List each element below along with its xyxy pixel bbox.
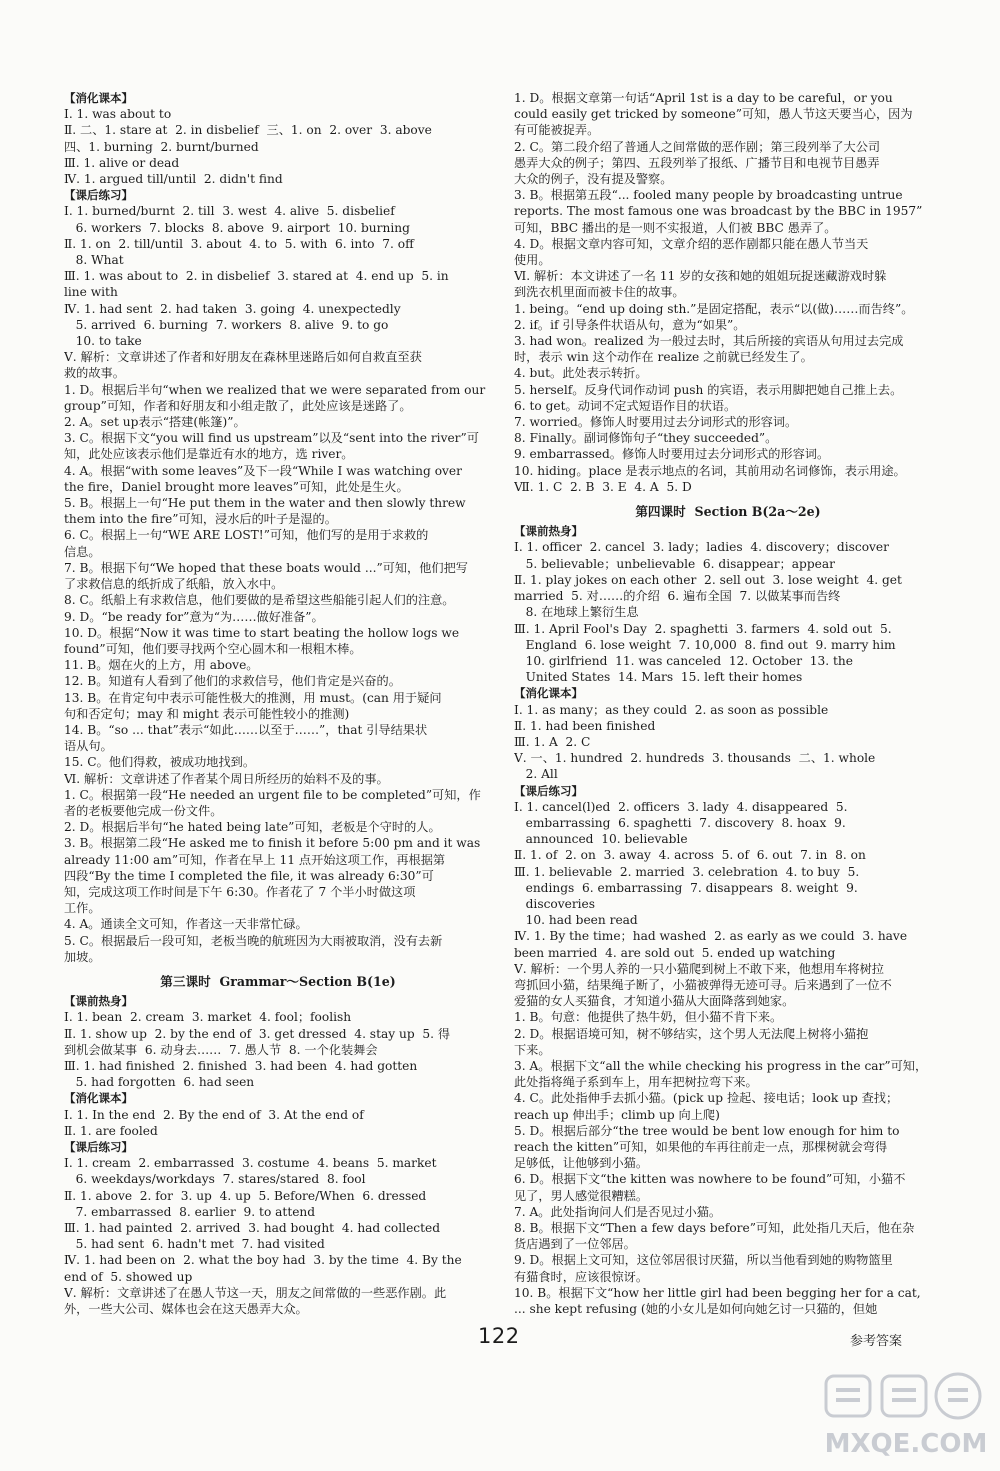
answer-line: 6. C。根据上一句“WE ARE LOST!”可知，他们写的是用于求救的 <box>64 528 429 543</box>
answer-line: Ⅱ. 1. of 2. on 3. away 4. across 5. of 6. out 7. in 8. on <box>514 848 866 863</box>
answer-line: 14. B。“so ... that”表示“如此……以至于……”，that 引导结果状 <box>64 722 428 737</box>
answer-line: reach up 伸出手；climb up 向上爬) <box>514 1107 720 1122</box>
answer-line: 加坡。 <box>64 949 101 964</box>
answer-line: 9. D。“be ready for”意为“为……做好准备”。 <box>64 609 324 624</box>
answer-line: 四、1. burning 2. burnt/burned <box>64 139 259 154</box>
answer-line: 足够低，让他够到小猫。 <box>514 1156 649 1171</box>
answer-line: Ⅵ. 解析：文章讲述了作者某个周日所经历的始料不及的事。 <box>64 771 389 786</box>
answer-line: 7. A。此处指询问人们是否见过小猫。 <box>514 1204 722 1219</box>
answer-line: Ⅲ. 1. had finished 2. finished 3. had been 4. had gotten <box>64 1058 418 1073</box>
answer-line: 10. B。根据下文“how her little girl had been begging her for a cat, <box>514 1285 921 1300</box>
page-section-label: 参考答案 <box>850 1334 903 1349</box>
answer-line: Ⅵ. 解析：本文讲述了一名 11 岁的女孩和她的姐姐玩捉迷藏游戏时躲 <box>514 269 887 284</box>
answer-line: Ⅰ. 1. as many；as they could 2. as soon as possible <box>514 702 829 717</box>
answer-line: 2. D。根据后半句“he hated being late”可知，老板是个守时的人。 <box>64 820 441 835</box>
answer-line: 者的老板要他完成一份文件。 <box>64 803 223 818</box>
watermark-url: MXQE.COM <box>824 1429 988 1459</box>
answer-line: 见了，男人感觉很糟糕。 <box>514 1188 649 1203</box>
answer-column-left <box>64 90 492 1317</box>
answer-line: 四段“By the time I completed the file, it was already 6:30”可 <box>64 868 434 883</box>
answer-line: 知，完成这项工作时间是下午 6:30。作者花了 7 个半小时做这项 <box>64 884 416 899</box>
answer-line: 愚弄大众的例子；第四、五段列举了报纸、广播节目和电视节目愚弄 <box>514 155 880 170</box>
section-title: 第四课时 Section B(2a～2e) <box>635 504 821 520</box>
answer-line: 2. A。set up表示“搭建(帐篷)”。 <box>64 415 246 430</box>
block-heading: 【课前热身】 <box>64 994 133 1009</box>
answer-line: 4. A。通读全文可知，作者这一天非常忙碌。 <box>64 917 308 932</box>
page-number: 122 <box>478 1324 520 1348</box>
answer-line: 10. to take <box>64 334 142 349</box>
answer-line: Ⅱ. 1. play jokes on each other 2. sell out 3. lose weight 4. get <box>514 572 902 587</box>
answer-line: 货店遇到了一位邻居。 <box>514 1237 636 1252</box>
answer-line: Ⅳ. 1. had sent 2. had taken 3. going 4. unexpectedly <box>64 301 401 316</box>
block-heading: 【课后练习】 <box>64 1140 133 1154</box>
block-heading: 【课后练习】 <box>64 188 133 203</box>
answer-line: the fire，Daniel brought more leaves”可知，此处是生火。 <box>64 479 409 494</box>
answer-line: 1. C。根据第一段“He needed an urgent file to be completed”可知，作 <box>64 787 481 802</box>
block-heading: 【课前热身】 <box>514 524 583 539</box>
answer-line: 3. B。根据第二段“He asked me to finish it before 5:00 pm and it was <box>64 836 481 851</box>
answer-line: 10. hiding。place 是表示地点的名词，其前用动名词修饰，表示用途。 <box>514 463 906 478</box>
answer-line: 到机会做某事 6. 动身去…… 7. 愚人节 8. 一个化装舞会 <box>64 1042 378 1057</box>
answer-column-right <box>514 90 942 1317</box>
section-title: 第三课时 Grammar～Section B(1e) <box>160 973 396 989</box>
answer-line: group”可知，作者和好朋友和小组走散了，此处应该是迷路了。 <box>64 398 412 413</box>
answer-line: 9. embarrassed。修饰人时要用过去分词形式的形容词。 <box>514 447 830 462</box>
answer-line: Ⅴ. 解析：文章讲述了在愚人节这一天，朋友之间常做的一些恶作剧。此 <box>64 1285 447 1300</box>
answer-line: 12. B。知道有人看到了他们的求救信号，他们肯定是兴奋的。 <box>64 674 401 689</box>
answer-line: ... she kept refusing (她的小女儿是如何向她乞讨一只猫的，但她 <box>514 1302 878 1317</box>
answer-line: Ⅲ. 1. had painted 2. arrived 3. had bought 4. had collected <box>64 1221 441 1236</box>
answer-line: Ⅳ. 1. argued till/until 2. didn't find <box>64 172 283 187</box>
answer-line: Ⅰ. 1. cream 2. embarrassed 3. costume 4. beans 5. market <box>64 1156 437 1171</box>
watermark-logo <box>820 1370 992 1462</box>
answer-line: 8. What <box>64 253 124 268</box>
answer-line: 爱猫的女人买猫食，才知道小猫从大面降落到她家。 <box>514 994 795 1009</box>
answer-line: 10. D。根据“Now it was time to start beating the hollow logs we <box>64 625 460 640</box>
answer-line: 1. B。句意：他提供了热牛奶，但小猫不肯下来。 <box>514 1010 783 1025</box>
answer-line: Ⅲ. 1. believable 2. married 3. celebration 4. to buy 5. <box>514 864 860 879</box>
answer-line: 弯抓回小猫，结果绳子断了，小猫被弹得无迹可寻。后来遇到了一位不 <box>514 977 892 992</box>
answer-line: 8. C。纸船上有求救信息，他们要做的是希望这些船能引起人们的注意。 <box>64 593 455 608</box>
answer-line: 7. embarrassed 8. earlier 9. to attend <box>64 1204 316 1219</box>
answer-line: 5. B。根据上一句“He put them in the water and then slowly threw <box>64 496 466 511</box>
answer-line: Ⅱ. 1. had been finished <box>514 718 656 733</box>
answer-line: Ⅰ. 1. In the end 2. By the end of 3. At the end of <box>64 1107 364 1122</box>
answer-line: Ⅱ. 1. are fooled <box>64 1123 158 1138</box>
spacer <box>514 495 942 501</box>
answer-line: 5. had forgotten 6. had seen <box>64 1075 255 1090</box>
answer-line: 此处指将绳子系到车上，用车把树拉弯下来。 <box>514 1075 758 1090</box>
answer-line: 6. to get。动词不定式短语作目的状语。 <box>514 398 737 413</box>
answer-line: 13. B。在肯定句中表示可能性极大的推测，用 must。(can 用于疑问 <box>64 690 442 705</box>
answer-line: 语从句。 <box>64 739 113 754</box>
answer-line: 4. but。此处表示转折。 <box>514 366 648 381</box>
answer-line: 知，此处应该表示他们是靠近有水的地方，选 river。 <box>64 447 354 462</box>
answer-line: 6. workers 7. blocks 8. above 9. airport 10. burning <box>64 220 410 235</box>
block-heading: 【消化课本】 <box>64 1091 133 1106</box>
answer-line: Ⅲ. 1. was about to 2. in disbelief 3. stared at 4. end up 5. in <box>64 269 449 284</box>
answer-line: 1. being。“end up doing sth.”是固定搭配，表示“以(做)……而告终”。 <box>514 301 914 316</box>
answer-line: 5. C。根据最后一段可知，老板当晚的航班因为大雨被取消，没有去新 <box>64 933 443 948</box>
answer-line: Ⅴ. 解析：文章讲述了作者和好朋友在森林里迷路后如何自救直至获 <box>64 350 422 365</box>
answer-line: 2. if。if 引导条件状语从句，意为“如果”。 <box>514 317 746 332</box>
answer-line: 句和否定句；may 和 might 表示可能性较小的推测) <box>64 706 350 721</box>
answer-line: 有可能被捉弄。 <box>514 123 600 138</box>
answer-line: 11. B。烟在火的上方，用 above。 <box>64 658 259 673</box>
answer-line: Ⅰ. 1. was about to <box>64 107 172 122</box>
answer-line: Ⅶ. 1. C 2. B 3. E 4. A 5. D <box>514 479 692 494</box>
answer-line: Ⅰ. 1. bean 2. cream 3. market 4. fool；foolish <box>64 1010 352 1025</box>
answer-line: Ⅰ. 1. burned/burnt 2. till 3. west 4. alive 5. disbelief <box>64 204 395 219</box>
block-heading: 【消化课本】 <box>64 91 133 105</box>
answer-line: 2. C。第二段介绍了普通人之间常做的恶作剧；第三段列举了大公司 <box>514 139 881 154</box>
answer-line: 8. Finally。副词修饰句子“they succeeded”。 <box>514 431 778 446</box>
answer-line: 10. girlfriend 11. was canceled 12. October 13. the <box>514 653 853 668</box>
answer-line: 8. 在地球上繁衍生息 <box>514 605 639 620</box>
answer-line: 4. D。根据文章内容可知，文章介绍的恶作剧都只能在愚人节当天 <box>514 236 869 251</box>
answer-line: 6. D。根据下文“the kitten was nowhere to be found”可知，小猫不 <box>514 1172 906 1187</box>
answer-line: 3. C。根据下文“you will find us upstream”以及“sent into the river”可 <box>64 431 479 446</box>
answer-line: Ⅱ. 1. on 2. till/until 3. about 4. to 5. with 6. into 7. off <box>64 236 414 251</box>
answer-line: England 6. lose weight 7. 10,000 8. find out 9. marry him <box>514 637 896 652</box>
answer-line: 信息。 <box>64 544 101 559</box>
answer-line: 5. arrived 6. burning 7. workers 8. alive 9. to go <box>64 317 389 332</box>
answer-line: 9. D。根据上文可知，这位邻居很讨厌猫，所以当他看到她的购物篮里 <box>514 1253 893 1268</box>
answer-line: Ⅳ. 1. By the time；had washed 2. as early as we could 3. have <box>514 929 908 944</box>
answer-line: 8. B。根据下文“Then a few days before”可知，此处指几天后，他在杂 <box>514 1221 915 1236</box>
answer-line: 2. D。根据语境可知，树不够结实，这个男人无法爬上树将小猫抱 <box>514 1026 869 1041</box>
answer-line: 3. B。根据第五段“... fooled many people by broadcasting untrue <box>514 188 903 203</box>
answer-line: 15. C。他们得救，被成功地找到。 <box>64 755 256 770</box>
answer-line: announced 10. believable <box>514 832 688 847</box>
answer-line: them into the fire”可知，浸水后的叶子是湿的。 <box>64 512 337 527</box>
answer-line: line with <box>64 285 118 300</box>
answer-line: found”可知，他们要寻找两个空心圆木和一根粗木棒。 <box>64 641 362 656</box>
answer-line: 5. had sent 6. hadn't met 7. had visited <box>64 1237 325 1252</box>
answer-line: 了求救信息的纸折成了纸船，放入水中。 <box>64 577 284 592</box>
answer-line: 4. C。此处指伸手去抓小猫。(pick up 捡起、接电话；look up 查找； <box>514 1091 899 1106</box>
answer-line: 4. A。根据“with some leaves”及下一段“While I was watching over <box>64 463 462 478</box>
answer-line: 外，一些大公司、媒体也会在这天愚弄大众。 <box>64 1302 308 1317</box>
answer-line: reports. The most famous one was broadcast by the BBC in 1957” <box>514 204 923 219</box>
block-heading: 【课后练习】 <box>514 783 583 798</box>
answer-line: embarrassing 6. spaghetti 7. discovery 8. hoax 9. <box>514 815 846 830</box>
answer-line: 3. A。根据下文“all the while checking his progress in the car”可知， <box>514 1058 928 1073</box>
answer-line: 3. had won。realized 为一般过去时，其后所接的宾语从句用过去完成 <box>514 334 904 349</box>
answer-line: 5. D。根据后部分“the tree would be bent low enough for him to <box>514 1123 900 1138</box>
spacer <box>64 965 492 971</box>
answer-line: could easily get tricked by someone”可知，愚人节这天要当心，因为 <box>514 107 913 122</box>
answer-line: 工作。 <box>64 901 101 916</box>
answer-line: already 11:00 am”可知，作者在早上 11 点开始这项工作，再根据第 <box>64 852 446 867</box>
answer-line: end of 5. showed up <box>64 1269 193 1284</box>
block-heading: 【消化课本】 <box>514 686 583 701</box>
answer-line: 2. All <box>514 767 558 782</box>
answer-line: 7. B。根据下句“We hoped that these boats would ...”可知，他们把写 <box>64 560 468 575</box>
answer-line: 10. had been read <box>514 913 638 928</box>
answer-line: married 5. 对……的介绍 6. 遍布全国 7. 以做某事而告终 <box>514 589 841 604</box>
answer-line: endings 6. embarrassing 7. disappears 8. weight 9. <box>514 880 858 895</box>
answer-line: 下来。 <box>514 1042 551 1057</box>
answer-line: 到洗衣机里面而被卡住的故事。 <box>514 285 685 300</box>
answer-line: Ⅲ. 1. April Fool's Day 2. spaghetti 3. farmers 4. sold out 5. <box>514 621 892 636</box>
answer-line: Ⅴ. 一、1. hundred 2. hundreds 3. thousands 二、1. whole <box>514 751 876 766</box>
answer-line: Ⅲ. 1. A 2. C <box>514 734 591 749</box>
answer-line: 使用。 <box>514 253 551 268</box>
answer-line: been married 4. are sold out 5. ended up watching <box>514 945 836 960</box>
answer-line: 5. herself。反身代词作动词 push 的宾语，表示用脚把她自己推上去。 <box>514 382 903 397</box>
answer-line: 大众的例子，没有提及警察。 <box>514 172 673 187</box>
answer-line: Ⅲ. 1. alive or dead <box>64 155 180 170</box>
answer-line: reach the kitten”可知，如果他的车再往前走一点，那棵树就会弯得 <box>514 1140 888 1154</box>
answer-line: Ⅳ. 1. had been on 2. what the boy had 3. by the time 4. By the <box>64 1253 462 1268</box>
answer-line: 救的故事。 <box>64 366 125 381</box>
answer-line: Ⅱ. 1. show up 2. by the end of 3. get dressed 4. stay up 5. 得 <box>64 1026 451 1041</box>
answer-line: 7. worried。修饰人时要用过去分词形式的形容词。 <box>514 415 798 430</box>
answer-line: United States 14. Mars 15. left their homes <box>514 670 803 685</box>
answer-line: 时，表示 win 这个动作在 realize 之前就已经发生了。 <box>514 350 813 365</box>
answer-line: 可知，BBC 播出的是一则不实报道，人们被 BBC 愚弄了。 <box>514 220 837 235</box>
answer-line: 1. D。根据后半句“when we realized that we were separated from our <box>64 382 486 397</box>
answer-line: Ⅱ. 二、1. stare at 2. in disbelief 三、1. on 2. over 3. above <box>64 123 432 138</box>
answer-line: Ⅰ. 1. officer 2. cancel 3. lady；ladies 4. discovery；discover <box>514 540 889 555</box>
answer-line: Ⅱ. 1. above 2. for 3. up 4. up 5. Before/When 6. dressed <box>64 1188 427 1203</box>
answer-line: Ⅴ. 解析：一个男人养的一只小猫爬到树上不敢下来，他想用车将树拉 <box>514 961 884 976</box>
answer-line: 5. believable；unbelievable 6. disappear；appear <box>514 556 835 571</box>
answer-line: Ⅰ. 1. cancel(l)ed 2. officers 3. lady 4. disappeared 5. <box>514 799 848 814</box>
answer-line: 1. D。根据文章第一句话“April 1st is a day to be careful，or you <box>514 91 893 105</box>
answer-line: 6. weekdays/workdays 7. stares/stared 8. fool <box>64 1172 366 1187</box>
answer-line: 有猫食时，应该很惊讶。 <box>514 1269 649 1284</box>
answer-line: discoveries <box>514 896 596 911</box>
